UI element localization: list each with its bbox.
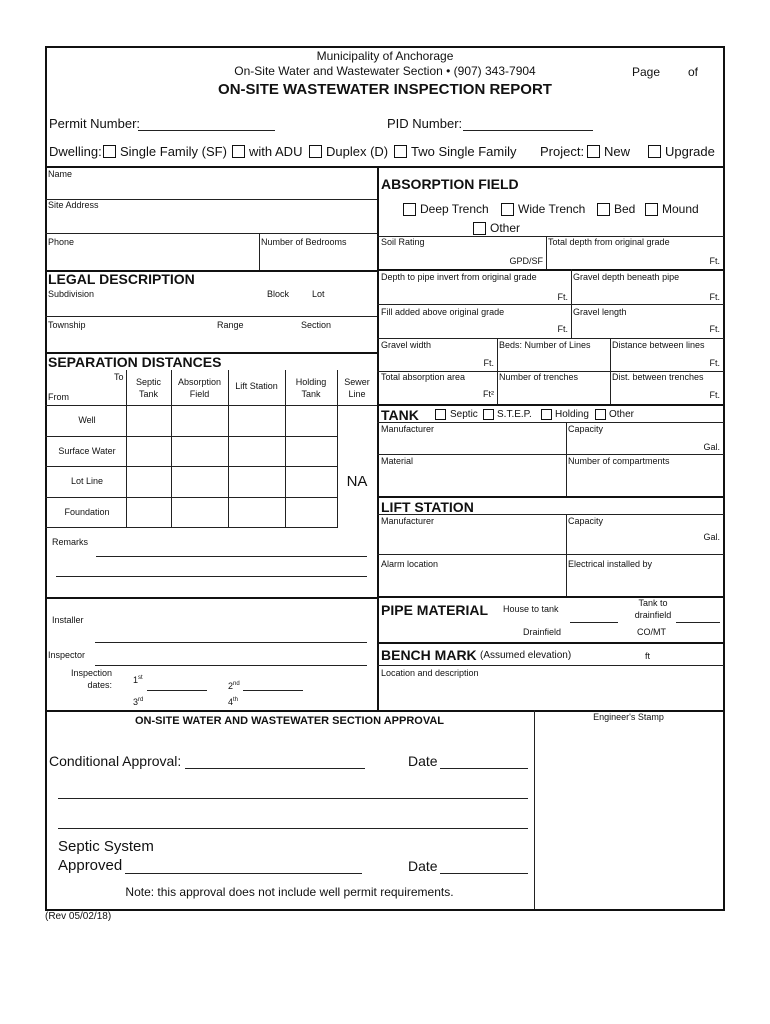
range-label: Range xyxy=(217,320,244,330)
column-header: Septic Tank xyxy=(135,377,161,399)
installer-field[interactable] xyxy=(95,642,367,643)
permit-number-field[interactable] xyxy=(138,130,275,131)
revision-label: (Rev 05/02/18) xyxy=(45,911,112,922)
pid-number-field[interactable] xyxy=(463,130,593,131)
conditional-approval-label: Conditional Approval: xyxy=(49,753,182,769)
name-label: Name xyxy=(48,169,73,179)
septic-approved-field[interactable] xyxy=(125,873,362,874)
approval-heading: ON-SITE WATER AND WASTEWATER SECTION APPROVAL xyxy=(134,715,445,727)
separation-row-label: Surface Water xyxy=(58,446,116,456)
ft-unit: Ft. xyxy=(709,358,720,368)
pipe-material-heading: PIPE MATERIAL xyxy=(381,602,489,618)
township-label: Township xyxy=(48,320,86,330)
of-label: of xyxy=(688,65,699,79)
other-field-checkbox[interactable] xyxy=(473,222,486,235)
date-label: Date xyxy=(408,753,438,769)
septic-date-field[interactable] xyxy=(440,873,528,874)
to-label: To xyxy=(114,372,124,382)
tank-option: Septic xyxy=(450,409,478,420)
conditional-date-field[interactable] xyxy=(440,768,528,769)
dates-label: dates: xyxy=(87,680,112,690)
tank-option: Other xyxy=(609,409,635,420)
page-title: ON-SITE WASTEWATER INSPECTION REPORT xyxy=(218,81,552,98)
tank-manufacturer-label: Manufacturer xyxy=(381,424,435,434)
lift-capacity-label: Capacity xyxy=(568,516,604,526)
conditional-approval-field[interactable] xyxy=(185,768,365,769)
absorption-type: Deep Trench xyxy=(420,202,489,216)
date-label: Date xyxy=(408,858,438,874)
engineer-stamp-label: Engineer's Stamp xyxy=(593,712,664,722)
section-contact: On-Site Water and Wastewater Section • (907) 343-7904 xyxy=(234,64,536,78)
legal-description-heading: LEGAL DESCRIPTION xyxy=(48,271,195,287)
remarks-label: Remarks xyxy=(52,537,89,547)
phone-label: Phone xyxy=(48,237,75,247)
tank-material-label: Material xyxy=(381,456,414,466)
ft-unit: Ft. xyxy=(557,292,568,302)
location-description-label: Location and description xyxy=(381,668,479,678)
dwelling-adu-checkbox[interactable] xyxy=(232,145,245,158)
municipality-name: Municipality of Anchorage xyxy=(316,49,454,63)
absorption-type: Bed xyxy=(614,202,636,216)
depth-pipe-label: Depth to pipe invert from original grade xyxy=(381,272,537,282)
dwelling-label: Dwelling: xyxy=(49,144,102,159)
dwelling-two-family-checkbox[interactable] xyxy=(394,145,407,158)
tank-septic-checkbox[interactable] xyxy=(435,409,446,420)
approval-line[interactable] xyxy=(58,828,528,829)
bed-checkbox[interactable] xyxy=(597,203,610,216)
drainfield-row-label: Drainfield xyxy=(523,627,562,637)
ft2-unit: Ft² xyxy=(483,389,494,399)
lift-manufacturer-label: Manufacturer xyxy=(381,516,435,526)
tank-capacity-label: Capacity xyxy=(568,424,604,434)
date-third: 3rd xyxy=(133,697,144,707)
site-address-label: Site Address xyxy=(48,200,99,210)
ft-unit: Ft. xyxy=(709,390,720,400)
inspector-label: Inspector xyxy=(48,650,86,660)
distance-lines-label: Distance between lines xyxy=(612,340,705,350)
ft-unit: Ft. xyxy=(709,324,720,334)
separation-row-label: Lot Line xyxy=(70,476,104,486)
dwelling-option: Duplex (D) xyxy=(326,144,389,159)
date-fourth: 4th xyxy=(228,697,239,707)
date-second: 2nd xyxy=(228,681,240,691)
inspector-field[interactable] xyxy=(95,665,367,666)
ft-unit: Ft. xyxy=(709,292,720,302)
wide-trench-checkbox[interactable] xyxy=(501,203,514,216)
tank-compartments-label: Number of compartments xyxy=(568,456,670,466)
gravel-width-label: Gravel width xyxy=(381,340,432,350)
dist-trenches-label: Dist. between trenches xyxy=(612,372,704,382)
tank-to-drainfield-field[interactable] xyxy=(676,622,720,623)
installer-label: Installer xyxy=(52,615,84,625)
permit-number-label: Permit Number: xyxy=(49,116,141,131)
total-area-label: Total absorption area xyxy=(381,372,466,382)
num-trenches-label: Number of trenches xyxy=(499,372,579,382)
date-first-field[interactable] xyxy=(147,690,207,691)
mound-checkbox[interactable] xyxy=(645,203,658,216)
deep-trench-checkbox[interactable] xyxy=(403,203,416,216)
electrical-label: Electrical installed by xyxy=(568,559,653,569)
assumed-elevation-label: (Assumed elevation) xyxy=(480,650,572,661)
gal-unit: Gal. xyxy=(703,442,720,452)
alarm-location-label: Alarm location xyxy=(381,559,439,569)
house-to-tank-field[interactable] xyxy=(570,622,618,623)
block-label: Block xyxy=(267,289,290,299)
date-first: 1st xyxy=(133,675,143,685)
remarks-line[interactable] xyxy=(56,576,367,577)
approval-note: Note: this approval does not include well permit requirements. xyxy=(125,885,454,899)
project-option: Upgrade xyxy=(665,144,715,159)
column-header: Holding Tank xyxy=(295,377,327,399)
separation-row-label: Foundation xyxy=(64,507,110,517)
column-header: Sewer Line xyxy=(344,377,370,399)
tank-step-checkbox[interactable] xyxy=(483,409,494,420)
from-label: From xyxy=(48,392,69,402)
gravel-depth-label: Gravel depth beneath pipe xyxy=(573,272,680,282)
lift-station-heading: LIFT STATION xyxy=(381,499,474,515)
project-upgrade-checkbox[interactable] xyxy=(648,145,661,158)
gal-unit: Gal. xyxy=(703,532,720,542)
tank-holding-checkbox[interactable] xyxy=(541,409,552,420)
column-header: Lift Station xyxy=(235,381,278,391)
gpd-unit: GPD/SF xyxy=(509,256,543,266)
tank-heading: TANK xyxy=(381,407,419,423)
date-second-field[interactable] xyxy=(243,690,303,691)
section-label: Section xyxy=(301,320,332,330)
approval-line[interactable] xyxy=(58,798,528,799)
sewer-line-na: NA xyxy=(346,473,368,490)
tank-option: Holding xyxy=(555,409,589,420)
approved-label: Approved xyxy=(58,857,123,874)
dwelling-option: with ADU xyxy=(249,144,303,159)
soil-rating-label: Soil Rating xyxy=(381,237,425,247)
absorption-field-heading: ABSORPTION FIELD xyxy=(381,176,519,192)
subdivision-label: Subdivision xyxy=(48,289,95,299)
pid-number-label: PID Number: xyxy=(387,116,463,131)
tank-option: S.T.E.P. xyxy=(497,409,532,420)
ft-unit: Ft. xyxy=(557,324,568,334)
total-depth-label: Total depth from original grade xyxy=(548,237,670,247)
absorption-other: Other xyxy=(490,221,521,235)
house-to-tank-label: House to tank xyxy=(503,604,559,614)
project-option: New xyxy=(604,144,631,159)
separation-row-label: Well xyxy=(78,415,96,425)
separation-distances-heading: SEPARATION DISTANCES xyxy=(48,354,222,370)
page-label: Page xyxy=(632,65,661,79)
column-header: Absorption Field xyxy=(177,377,222,399)
tank-to-label: Tank to xyxy=(638,598,668,608)
lot-label: Lot xyxy=(312,289,325,299)
project-label: Project: xyxy=(540,144,585,159)
ft-unit: Ft. xyxy=(709,256,720,266)
dwelling-duplex-checkbox[interactable] xyxy=(309,145,322,158)
beds-lines-label: Beds: Number of Lines xyxy=(499,340,591,350)
remarks-line[interactable] xyxy=(96,556,367,557)
dwelling-option: Two Single Family xyxy=(411,144,517,159)
bench-mark-heading: BENCH MARK xyxy=(381,647,477,663)
ft-unit: Ft. xyxy=(483,358,494,368)
bench-ft-unit: ft xyxy=(645,651,651,661)
fill-added-label: Fill added above original grade xyxy=(381,307,505,317)
absorption-type: Mound xyxy=(662,202,699,216)
absorption-type: Wide Trench xyxy=(518,202,586,216)
drainfield-label: drainfield xyxy=(634,610,672,620)
inspection-label: Inspection xyxy=(70,668,112,678)
dwelling-option: Single Family (SF) xyxy=(120,144,227,159)
dwelling-sf-checkbox[interactable] xyxy=(103,145,116,158)
septic-system-label: Septic System xyxy=(58,838,154,855)
bedrooms-label: Number of Bedrooms xyxy=(261,237,347,247)
project-new-checkbox[interactable] xyxy=(587,145,600,158)
tank-other-checkbox[interactable] xyxy=(595,409,606,420)
comt-label: CO/MT xyxy=(637,627,666,637)
gravel-length-label: Gravel length xyxy=(573,307,627,317)
